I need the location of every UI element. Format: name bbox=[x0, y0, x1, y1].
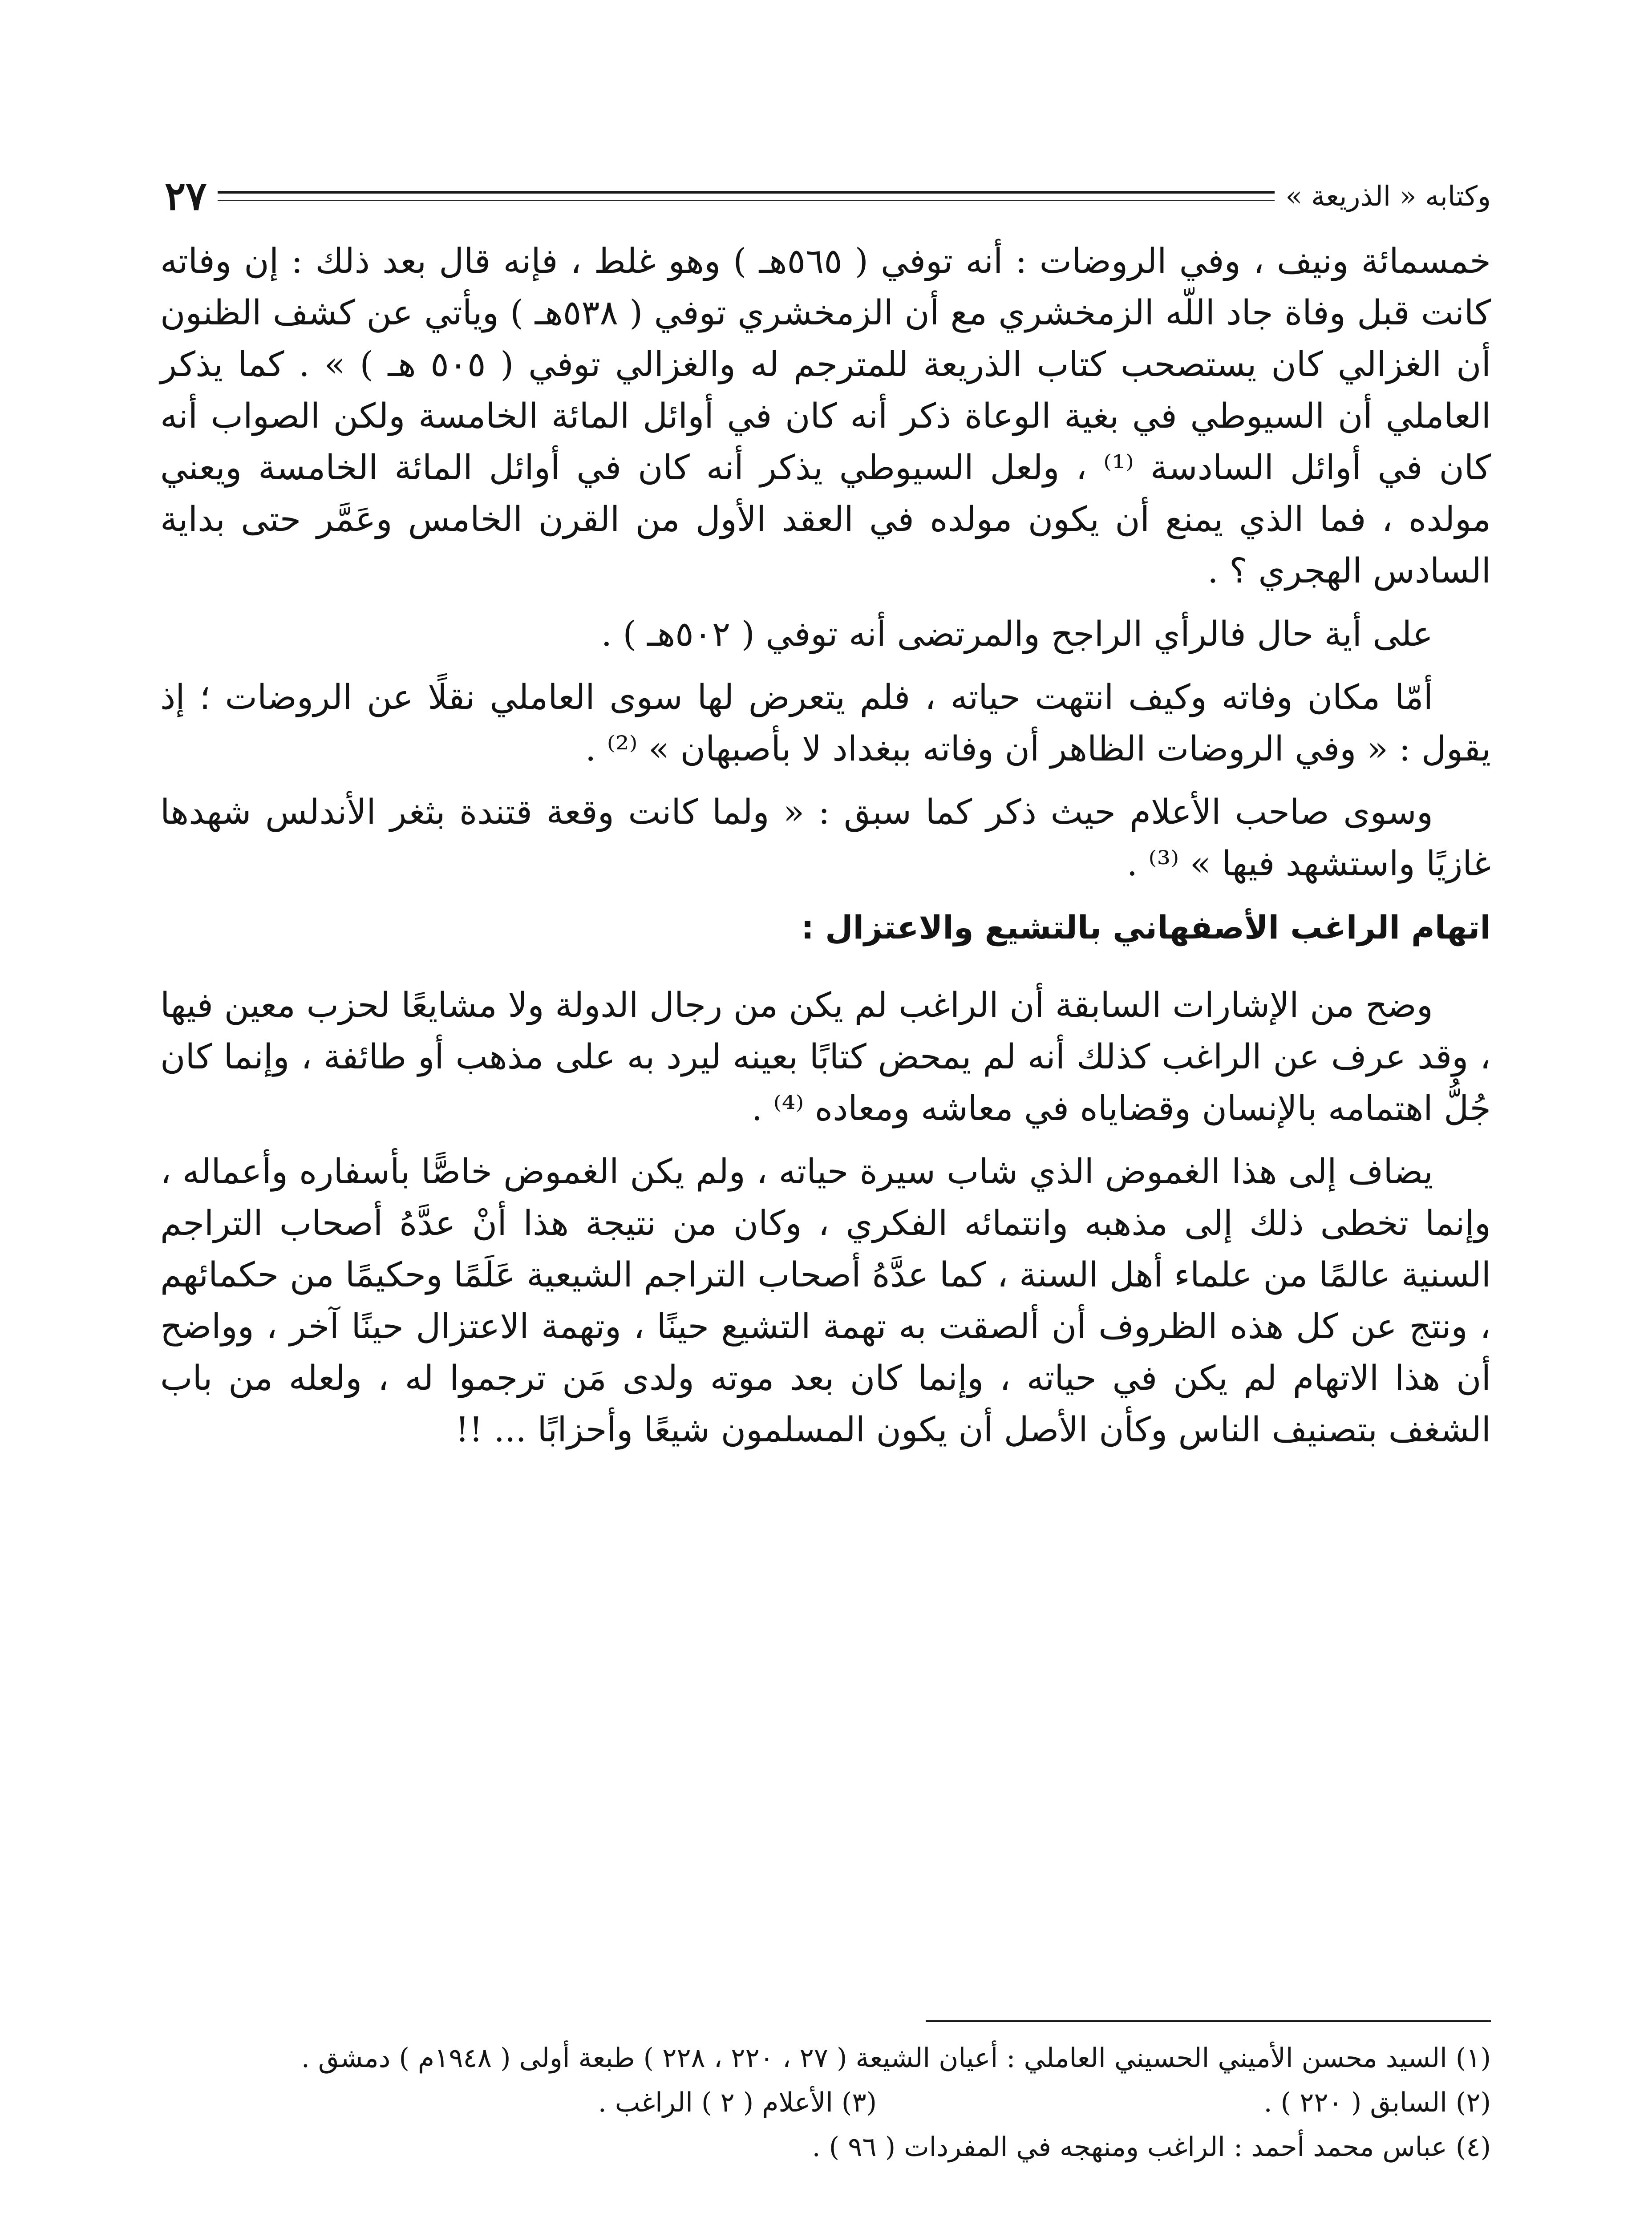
running-header bbox=[165, 173, 1491, 219]
paragraph: وضح من الإشارات السابقة أن الراغب لم يكن من رجال الدولة ولا مشايعًا لحزب معين فيها ، وقد عرف عن الراغب كذلك أنه لم يمحض كتابًا بعينه ليرد به على مذهب أو طائفة ، وإنما كان جُلُّ اهتمامه بالإنسان وقضاياه في معاشه ومعاده ⁽⁴⁾ . bbox=[160, 986, 1491, 1129]
paragraph: على أية حال فالرأي الراجح والمرتضى أنه توفي ( ٥٠٢هـ ) . bbox=[601, 615, 1433, 654]
body-text bbox=[160, 236, 1491, 1468]
paragraph: وسوى صاحب الأعلام حيث ذكر كما سبق : « ولما كانت وقعة قتندة بثغر الأندلس شهدها غازيًا واستشهد فيها » ⁽³⁾ . bbox=[160, 793, 1491, 884]
page-number: ٢٧ bbox=[165, 173, 207, 219]
paragraph: أمّا مكان وفاته وكيف انتهت حياته ، فلم يتعرض لها سوى العاملي نقلًا عن الروضات ؛ إذ يقول : « وفي الروضات الظاهر أن وفاته ببغداد لا بأصبهان » ⁽²⁾ . bbox=[160, 678, 1491, 769]
footnotes bbox=[160, 2036, 1491, 2169]
footnote-separator bbox=[926, 2020, 1491, 2022]
running-header-title: وكتابه « الذريعة » bbox=[1285, 179, 1491, 212]
footnote-2: (٢) السابق ( ٢٢٠ ) . bbox=[1263, 2087, 1491, 2118]
footnote-4: (٤) عباس محمد أحمد : الراغب ومنهجه في المفردات ( ٩٦ ) . bbox=[812, 2132, 1491, 2163]
footnote-3: (٣) الأعلام ( ٢ ) الراغب . bbox=[598, 2087, 877, 2118]
paragraph: خمسمائة ونيف ، وفي الروضات : أنه توفي ( ٥٦٥هـ ) وهو غلط ، فإنه قال بعد ذلك : إن وفاته كانت قبل وفاة جاد اللّه الزمخشري مع أن الزمخشري توفي ( ٥٣٨هـ ) ويأتي عن كشف الظنون أن الغزالي كان يستصحب كتاب الذريعة للمترجم له والغزالي توفي ( ٥٠٥ هـ ) » . كما يذكر العاملي أن السيوطي في بغية الوعاة ذكر أنه كان في أوائل المائة الخامسة ولكن الصواب أنه كان في أوائل السادسة ⁽¹⁾ ، ولعل السيوطي يذكر أنه كان في أوائل المائة الخامسة ويعني مولده ، فما الذي يمنع أن يكون مولده في العقد الأول من القرن الخامس وعَمَّر حتى بداية السادس الهجري ؟ . bbox=[160, 242, 1491, 591]
header-rule bbox=[218, 191, 1275, 201]
paragraph: يضاف إلى هذا الغموض الذي شاب سيرة حياته ، ولم يكن الغموض خاصًّا بأسفاره وأعماله ، وإنما تخطى ذلك إلى مذهبه وانتمائه الفكري ، وكان من نتيجة هذا أنْ عدَّهُ أصحاب التراجم السنية عالمًا من علماء أهل السنة ، كما عدَّهُ أصحاب التراجم الشيعية عَلَمًا وحكيمًا من حكمائهم ، ونتج عن كل هذه الظروف أن ألصقت به تهمة التشيع حينًا ، وتهمة الاعتزال حينًا آخر ، وواضح أن هذا الاتهام لم يكن في حياته ، وإنما كان بعد موته ولدى مَن ترجموا له ، ولعله من باب الشغف بتصنيف الناس وكأن الأصل أن يكون المسلمون شيعًا وأحزابًا ... !! bbox=[160, 1152, 1491, 1450]
footnote-row bbox=[160, 2080, 1491, 2125]
section-heading: اتهام الراغب الأصفهاني بالتشيع والاعتزال : bbox=[801, 909, 1491, 946]
footnote-1: (١) السيد محسن الأميني الحسيني العاملي : أعيان الشيعة ( ٢٧ ، ٢٢٠ ، ٢٢٨ ) طبعة أولى ( ١٩٤٨م ) دمشق . bbox=[301, 2043, 1491, 2074]
